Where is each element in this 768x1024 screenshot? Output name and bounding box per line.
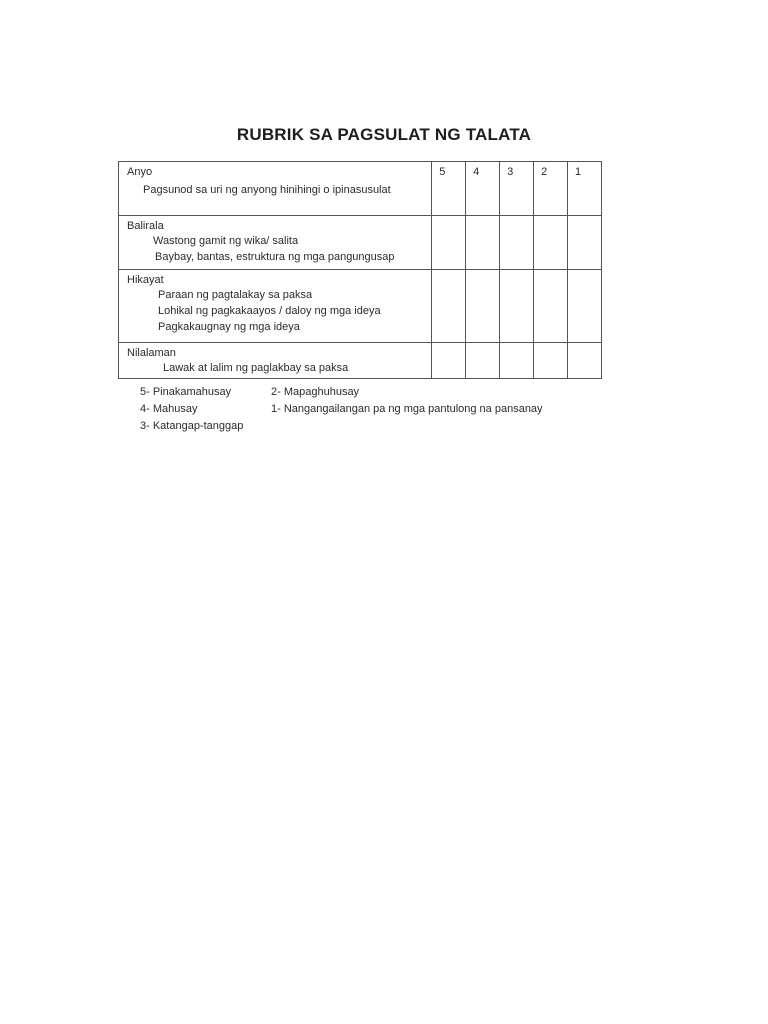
rubric-table <box>118 161 602 379</box>
table-row <box>119 216 602 270</box>
score-header: 4 <box>466 162 500 216</box>
criterion-item: Lawak at lalim ng paglakbay sa paksa <box>163 362 349 374</box>
criterion-item: Baybay, bantas, estruktura ng mga pangungusap <box>155 251 395 263</box>
criterion-cell <box>119 270 432 343</box>
criterion-cell <box>119 162 432 216</box>
legend-item: 2- Mapaghuhusay <box>271 386 360 398</box>
score-cell <box>534 270 568 343</box>
page-title: RUBRIK SA PAGSULAT NG TALATA <box>236 125 532 144</box>
criterion-item: Paraan ng pagtalakay sa paksa <box>158 289 313 301</box>
legend-item: 4- Mahusay <box>140 403 198 415</box>
score-cell <box>466 216 500 270</box>
score-cell <box>534 216 568 270</box>
legend-item: 5- Pinakamahusay <box>140 386 232 398</box>
score-header: 3 <box>500 162 534 216</box>
score-header: 1 <box>568 162 602 216</box>
criterion-name: Nilalaman <box>127 347 176 359</box>
score-cell <box>500 270 534 343</box>
score-cell <box>466 270 500 343</box>
table-row <box>119 162 602 216</box>
score-cell <box>534 343 568 379</box>
score-cell <box>432 270 466 343</box>
criterion-item: Pagkakaugnay ng mga ideya <box>158 321 300 333</box>
table-row <box>119 270 602 343</box>
score-cell <box>568 343 602 379</box>
criterion-name: Hikayat <box>127 274 164 286</box>
score-cell <box>568 216 602 270</box>
criterion-item: Pagsunod sa uri ng anyong hinihingi o ipinasusulat <box>143 184 391 196</box>
legend-column <box>271 384 591 418</box>
score-cell <box>432 343 466 379</box>
criterion-cell <box>119 343 432 379</box>
legend-column <box>140 384 275 435</box>
score-cell <box>432 216 466 270</box>
score-header: 5 <box>432 162 466 216</box>
table-row <box>119 343 602 379</box>
criterion-cell <box>119 216 432 270</box>
criterion-name: Balirala <box>127 220 164 232</box>
criterion-name: Anyo <box>127 166 153 178</box>
legend-item: 3- Katangap-tanggap <box>140 420 244 432</box>
score-cell <box>500 216 534 270</box>
score-cell <box>568 270 602 343</box>
score-cell <box>466 343 500 379</box>
criterion-item: Wastong gamit ng wika/ salita <box>153 235 299 247</box>
legend-item: 1- Nangangailangan pa ng mga pantulong na pansanay <box>271 403 543 415</box>
criterion-item: Lohikal ng pagkakaayos / daloy ng mga ideya <box>158 305 381 317</box>
score-header: 2 <box>534 162 568 216</box>
score-cell <box>500 343 534 379</box>
